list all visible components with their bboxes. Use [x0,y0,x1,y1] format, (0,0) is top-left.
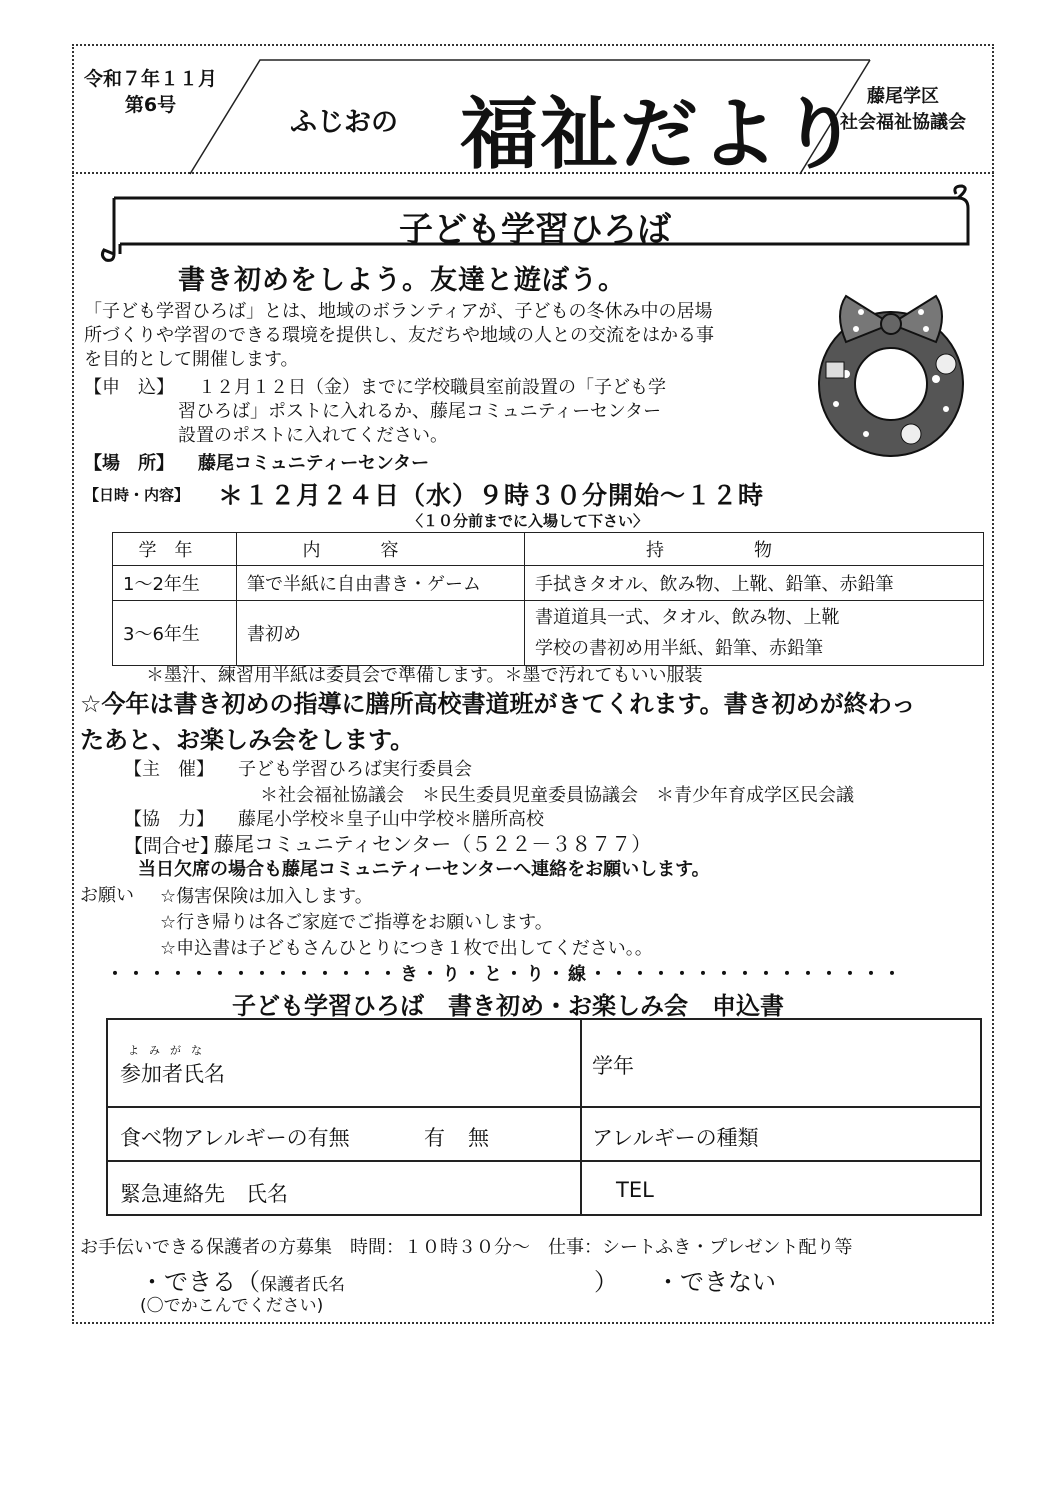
row-grade: 1～2年生 [113,566,237,601]
guardian-name-label: 保護者氏名 [260,1275,345,1295]
coop-label: 【協 力】 [124,809,214,830]
newsletter-title: 福祉だより [460,90,861,180]
absence-note: 当日欠席の場合も藤尾コミュニティーセンターへ連絡をお願いします。 [138,859,710,880]
cut-line: ・・・・・・・・・・・・・・き・り・と・り・線・・・・・・・・・・・・・・・ [106,964,904,985]
intro-text [84,300,714,372]
participant-name-field[interactable] [308,1024,568,1102]
tagline: 書き初めをしよう。友達と遊ぼう。 [178,265,626,296]
table-header-row [113,533,984,566]
allergy-yes-option[interactable]: 有 [424,1126,445,1150]
host-value: 子ども学習ひろば実行委員会 [238,759,472,780]
item-line: 書道道具一式、タオル、飲み物、上靴 [535,607,840,628]
requests-label: お願い [80,885,134,906]
highlight-line: ☆今年は書き初めの指導に膳所高校書道班がきてくれます。書き初めが終わっ [80,690,916,718]
circle-instruction: (〇でかこんでください) [140,1296,324,1316]
form-row-divider [108,1106,980,1108]
form-title: 子ども学習ひろば 書き初め・お楽しみ会 申込書 [232,992,784,1020]
place-label: 【場 所】 [84,453,174,474]
host-members: ＊社会福祉協議会 ＊民生委員児童委員協議会 ＊青少年育成学区民会議 [260,785,854,806]
datetime-label: 【日時・内容】 [84,486,190,504]
volunteer-recruit: お手伝いできる保護者の方募集 時間：１０時３０分～ 仕事：シートふき・プレゼント配り等 [80,1237,853,1258]
application-form [106,1018,982,1216]
apply-line: 設置のポストに入れてください。 [178,425,448,446]
apply-line: 習ひろば」ポストに入れるか、藤尾コミュニティーセンター [178,401,662,422]
host-label: 【主 催】 [124,759,214,780]
contact-label: 【問合せ】 [124,835,220,857]
intro-line: を目的として開催します。 [84,349,299,370]
newsletter-subtitle: ふじおの [290,107,398,138]
allergy-label: 食べ物アレルギーの有無 [120,1126,350,1150]
volunteer-can-option[interactable] [140,1262,345,1297]
emergency-contact-label: 緊急連絡先 氏名 [120,1182,288,1206]
request-item: ☆傷害保険は加入します。 [160,886,373,907]
place-value: 藤尾コミュニティーセンター [198,453,430,474]
header-grade: 学年 [113,533,237,566]
intro-line: 「子ども学習ひろば」とは、地域のボランティアが、子どもの冬休み中の居場 [84,301,713,322]
issue-date: 令和７年１１月 [84,68,218,90]
publisher-district: 藤尾学区 [867,86,939,107]
highlight-line: たあと、お楽しみ会をします。 [80,726,415,754]
row-content: 筆で半紙に自由書き・ゲーム [237,566,525,601]
name-ruby: よみがな [128,1044,212,1057]
tel-label: TEL [616,1178,654,1202]
schedule-note: ＊墨汁、練習用半紙は委員会で準備します。＊墨で汚れてもいい服装 [146,665,703,686]
request-item: ☆申込書は子どもさんひとりにつき１枚で出してください。。 [160,938,653,959]
form-row-divider [108,1160,980,1162]
can-label: ・できる（ [140,1268,260,1296]
table-row [113,601,984,666]
wreath-illustration [806,284,976,464]
row-items [525,601,984,666]
close-paren: ） [594,1268,618,1296]
banner-title: 子ども学習ひろば [399,210,671,250]
grade-label: 学年 [592,1054,634,1078]
grade-field[interactable] [668,1024,968,1102]
publisher-council: 社会福祉協議会 [840,112,966,133]
apply-line: １２月１２日（金）までに学校職員室前設置の「子ども学 [198,377,666,398]
row-items: 手拭きタオル、飲み物、上靴、鉛筆、赤鉛筆 [525,566,984,601]
publisher [840,84,966,136]
request-item: ☆行き帰りは各ご家庭でご指導をお願いします。 [160,912,553,933]
emergency-name-field[interactable] [308,1164,568,1210]
intro-line: 所づくりや学習のできる環境を提供し、友だちや地域の人との交流をはかる事 [84,325,714,346]
requests-list [160,884,653,962]
row-grade: 3～6年生 [113,601,237,666]
highlight-text [80,686,915,758]
header-items: 持物 [525,533,984,566]
datetime-note: 〈１０分前までに入場して下さい〉 [408,512,649,530]
datetime-value: ＊１２月２４日（水）９時３０分開始～１２時 [218,481,765,510]
tel-field[interactable] [668,1164,968,1210]
schedule-table [112,532,984,666]
contact-value: 藤尾コミュニティセンター（５２２－３８７７） [214,832,652,856]
volunteer-cannot-option[interactable]: ・できない [656,1268,776,1296]
form-col-divider [580,1020,582,1214]
header-content: 内容 [237,533,525,566]
allergy-no-option[interactable]: 無 [468,1126,489,1150]
issue-number: 第6号 [124,94,177,116]
table-row [113,566,984,601]
apply-label: 【申 込】 [84,377,174,398]
coop-value: 藤尾小学校＊皇子山中学校＊膳所高校 [238,809,544,830]
allergy-type-label: アレルギーの種類 [592,1126,759,1150]
row-content: 書初め [237,601,525,666]
participant-name-label: 参加者氏名 [120,1062,225,1086]
item-line: 学校の書初め用半紙、鉛筆、赤鉛筆 [535,638,823,659]
apply-text [178,376,666,448]
